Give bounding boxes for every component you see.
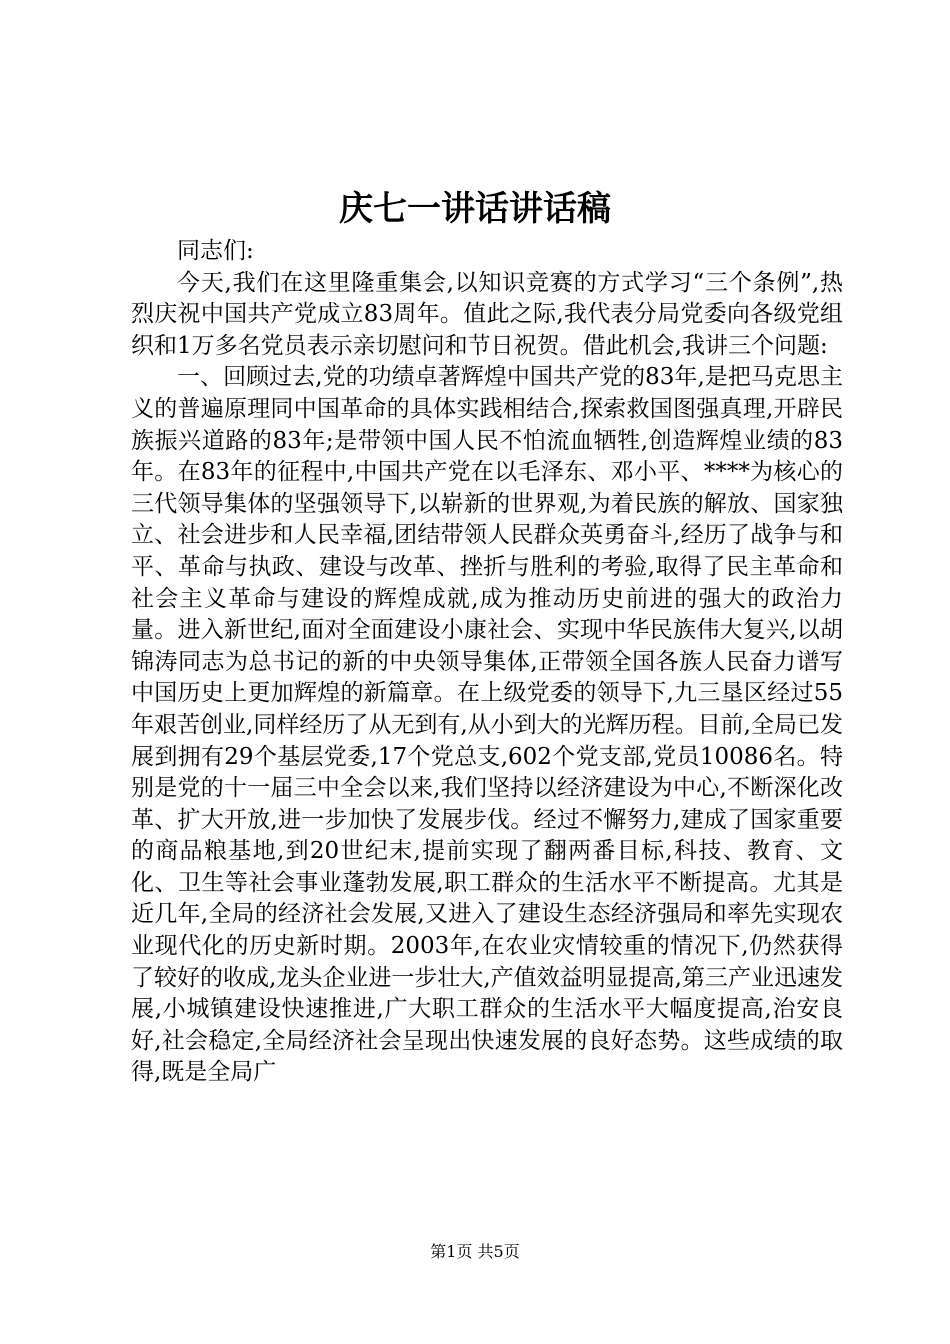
document-body	[131, 236, 843, 1089]
page-number-footer: 第1页 共5页	[430, 1242, 520, 1261]
paragraph-intro: 今天,我们在这里隆重集会,以知识竞赛的方式学习“三个条例”,热烈庆祝中国共产党成立83周年。值此之际,我代表分局党委向各级党组织和1万多名党员表示亲切慰问和节日祝贺。借此机会,我讲三个问题:	[131, 269, 843, 359]
salutation: 同志们:	[177, 238, 254, 264]
document-title: 庆七一讲话讲话稿	[339, 189, 611, 229]
paragraph-review-past: 一、回顾过去,党的功绩卓著辉煌中国共产党的83年,是把马克思主义的普遍原理同中国革命的具体实践相结合,探索救国图强真理,开辟民族振兴道路的83年;是带领中国人民不怕流血牺牲,创造辉煌业绩的83年。在83年的征程中,中国共产党在以毛泽东、邓小平、****为核心的三代领导集体的坚强领导下,以崭新的世界观,为着民族的解放、国家独立、社会进步和人民幸福,团结带领人民群众英勇奋斗,经历了战争与和平、革命与执政、建设与改革、挫折与胜利的考验,取得了民主革命和社会主义革命与建设的辉煌成就,成为推动历史前进的强大的政治力量。进入新世纪,面对全面建设小康社会、实现中华民族伟大复兴,以胡锦涛同志为总书记的新的中央领导集体,正带领全国各族人民奋力谱写中国历史上更加辉煌的新篇章。在上级党委的领导下,九三垦区经过55年艰苦创业,同样经历了从无到有,从小到大的光辉历程。目前,全局已发展到拥有29个基层党委,17个党总支,602个党支部,党员10086名。特别是党的十一届三中全会以来,我们坚持以经济建设为中心,不断深化改革、扩大开放,进一步加快了发展步伐。经过不懈努力,建成了国家重要的商品粮基地,到20世纪末,提前实现了翻两番目标,科技、教育、文化、卫生等社会事业蓬勃发展,职工群众的生活水平不断提高。尤其是近几年,全局的经济社会发展,又进入了建设生态经济强局和率先实现农业现代化的历史新时期。2003年,在农业灾情较重的情况下,仍然获得了较好的收成,龙头企业进一步壮大,产值效益明显提高,第三产业迅速发展,小城镇建设快速推进,广大职工群众的生活水平大幅度提高,治安良好,社会稳定,全局经济社会呈现出快速发展的良好态势。这些成绩的取得,既是全局广	[131, 364, 843, 1086]
